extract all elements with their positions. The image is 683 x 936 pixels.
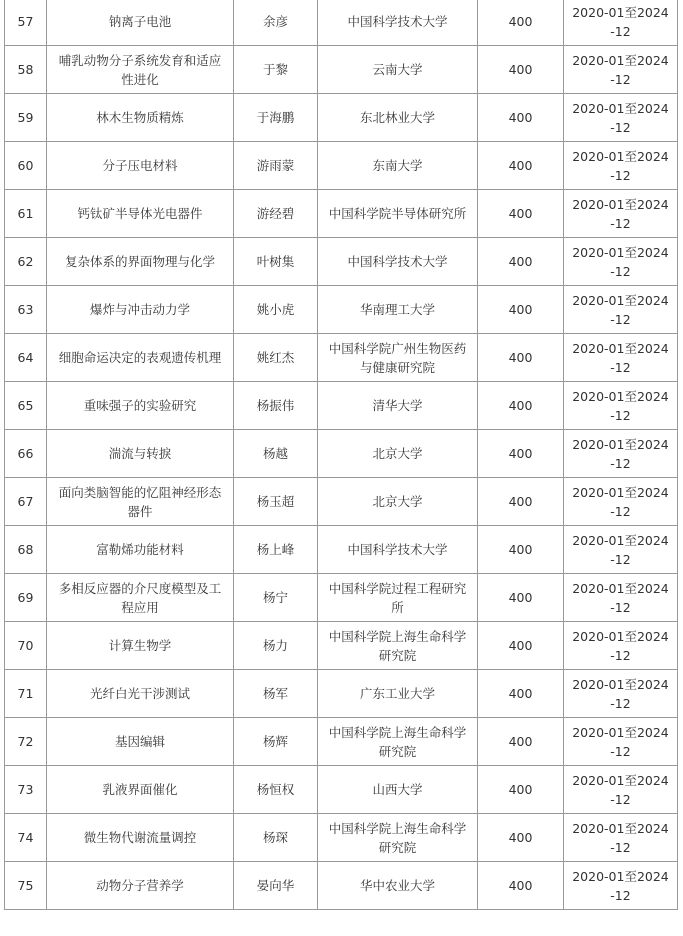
table-row	[5, 766, 678, 814]
funding-amount: 400	[478, 766, 564, 814]
row-number: 70	[5, 622, 47, 670]
project-title: 复杂体系的界面物理与化学	[47, 238, 234, 286]
funding-amount: 400	[478, 478, 564, 526]
table-row	[5, 526, 678, 574]
project-period: 2020-01至2024-12	[564, 190, 678, 238]
institution-name: 东南大学	[318, 142, 478, 190]
institution-name: 中国科学院半导体研究所	[318, 190, 478, 238]
project-title: 动物分子营养学	[47, 862, 234, 910]
project-title: 爆炸与冲击动力学	[47, 286, 234, 334]
project-title: 湍流与转捩	[47, 430, 234, 478]
project-period: 2020-01至2024-12	[564, 382, 678, 430]
project-title: 钠离子电池	[47, 0, 234, 46]
project-title: 基因编辑	[47, 718, 234, 766]
project-title: 面向类脑智能的忆阻神经形态器件	[47, 478, 234, 526]
project-title: 微生物代谢流量调控	[47, 814, 234, 862]
table-row	[5, 862, 678, 910]
principal-investigator: 叶树集	[234, 238, 318, 286]
project-period: 2020-01至2024-12	[564, 670, 678, 718]
funding-amount: 400	[478, 238, 564, 286]
institution-name: 广东工业大学	[318, 670, 478, 718]
project-title: 细胞命运决定的表观遗传机理	[47, 334, 234, 382]
principal-investigator: 杨上峰	[234, 526, 318, 574]
table-row	[5, 430, 678, 478]
principal-investigator: 杨辉	[234, 718, 318, 766]
project-period: 2020-01至2024-12	[564, 814, 678, 862]
funding-amount: 400	[478, 286, 564, 334]
principal-investigator: 杨琛	[234, 814, 318, 862]
principal-investigator: 杨振伟	[234, 382, 318, 430]
table-row	[5, 478, 678, 526]
institution-name: 北京大学	[318, 430, 478, 478]
table-row	[5, 94, 678, 142]
row-number: 68	[5, 526, 47, 574]
project-period: 2020-01至2024-12	[564, 766, 678, 814]
row-number: 66	[5, 430, 47, 478]
funding-amount: 400	[478, 622, 564, 670]
institution-name: 清华大学	[318, 382, 478, 430]
principal-investigator: 杨玉超	[234, 478, 318, 526]
institution-name: 中国科学技术大学	[318, 238, 478, 286]
institution-name: 云南大学	[318, 46, 478, 94]
project-period: 2020-01至2024-12	[564, 238, 678, 286]
project-title: 分子压电材料	[47, 142, 234, 190]
funding-amount: 400	[478, 382, 564, 430]
table-row	[5, 46, 678, 94]
principal-investigator: 晏向华	[234, 862, 318, 910]
principal-investigator: 姚红杰	[234, 334, 318, 382]
institution-name: 北京大学	[318, 478, 478, 526]
table-row	[5, 574, 678, 622]
institution-name: 华中农业大学	[318, 862, 478, 910]
project-period: 2020-01至2024-12	[564, 718, 678, 766]
row-number: 63	[5, 286, 47, 334]
project-title: 乳液界面催化	[47, 766, 234, 814]
project-title: 计算生物学	[47, 622, 234, 670]
row-number: 65	[5, 382, 47, 430]
principal-investigator: 姚小虎	[234, 286, 318, 334]
project-title: 光纤白光干涉测试	[47, 670, 234, 718]
table-row	[5, 238, 678, 286]
funding-amount: 400	[478, 190, 564, 238]
table-row	[5, 814, 678, 862]
funding-amount: 400	[478, 0, 564, 46]
project-title: 哺乳动物分子系统发育和适应性进化	[47, 46, 234, 94]
funding-amount: 400	[478, 526, 564, 574]
institution-name: 中国科学院上海生命科学研究院	[318, 718, 478, 766]
project-title: 重味强子的实验研究	[47, 382, 234, 430]
table-row	[5, 670, 678, 718]
funding-amount: 400	[478, 862, 564, 910]
row-number: 61	[5, 190, 47, 238]
principal-investigator: 游经碧	[234, 190, 318, 238]
project-period: 2020-01至2024-12	[564, 334, 678, 382]
row-number: 62	[5, 238, 47, 286]
row-number: 67	[5, 478, 47, 526]
row-number: 72	[5, 718, 47, 766]
project-period: 2020-01至2024-12	[564, 622, 678, 670]
project-period: 2020-01至2024-12	[564, 478, 678, 526]
row-number: 71	[5, 670, 47, 718]
project-period: 2020-01至2024-12	[564, 46, 678, 94]
funding-amount: 400	[478, 94, 564, 142]
row-number: 69	[5, 574, 47, 622]
institution-name: 中国科学院广州生物医药与健康研究院	[318, 334, 478, 382]
project-period: 2020-01至2024-12	[564, 0, 678, 46]
funding-amount: 400	[478, 334, 564, 382]
project-title: 多相反应器的介尺度模型及工程应用	[47, 574, 234, 622]
table-row	[5, 142, 678, 190]
row-number: 57	[5, 0, 47, 46]
row-number: 74	[5, 814, 47, 862]
table-row	[5, 622, 678, 670]
funding-amount: 400	[478, 718, 564, 766]
funding-amount: 400	[478, 670, 564, 718]
project-period: 2020-01至2024-12	[564, 574, 678, 622]
funding-amount: 400	[478, 574, 564, 622]
table-row	[5, 382, 678, 430]
row-number: 58	[5, 46, 47, 94]
funding-amount: 400	[478, 142, 564, 190]
principal-investigator: 于黎	[234, 46, 318, 94]
principal-investigator: 杨军	[234, 670, 318, 718]
row-number: 64	[5, 334, 47, 382]
grant-table	[4, 0, 678, 910]
project-period: 2020-01至2024-12	[564, 526, 678, 574]
institution-name: 中国科学技术大学	[318, 526, 478, 574]
table-row	[5, 0, 678, 46]
table-row	[5, 334, 678, 382]
institution-name: 山西大学	[318, 766, 478, 814]
project-period: 2020-01至2024-12	[564, 862, 678, 910]
row-number: 60	[5, 142, 47, 190]
table-row	[5, 286, 678, 334]
project-period: 2020-01至2024-12	[564, 142, 678, 190]
institution-name: 东北林业大学	[318, 94, 478, 142]
principal-investigator: 余彦	[234, 0, 318, 46]
institution-name: 中国科学院上海生命科学研究院	[318, 622, 478, 670]
project-title: 林木生物质精炼	[47, 94, 234, 142]
institution-name: 中国科学技术大学	[318, 0, 478, 46]
funding-amount: 400	[478, 430, 564, 478]
institution-name: 华南理工大学	[318, 286, 478, 334]
project-period: 2020-01至2024-12	[564, 94, 678, 142]
principal-investigator: 于海鹏	[234, 94, 318, 142]
project-period: 2020-01至2024-12	[564, 430, 678, 478]
project-title: 富勒烯功能材料	[47, 526, 234, 574]
row-number: 75	[5, 862, 47, 910]
institution-name: 中国科学院上海生命科学研究院	[318, 814, 478, 862]
table-row	[5, 718, 678, 766]
project-title: 钙钛矿半导体光电器件	[47, 190, 234, 238]
principal-investigator: 杨越	[234, 430, 318, 478]
principal-investigator: 杨恒权	[234, 766, 318, 814]
institution-name: 中国科学院过程工程研究所	[318, 574, 478, 622]
row-number: 59	[5, 94, 47, 142]
project-period: 2020-01至2024-12	[564, 286, 678, 334]
row-number: 73	[5, 766, 47, 814]
funding-amount: 400	[478, 814, 564, 862]
funding-amount: 400	[478, 46, 564, 94]
principal-investigator: 游雨蒙	[234, 142, 318, 190]
grant-table-body	[5, 0, 678, 910]
principal-investigator: 杨宁	[234, 574, 318, 622]
principal-investigator: 杨力	[234, 622, 318, 670]
table-row	[5, 190, 678, 238]
